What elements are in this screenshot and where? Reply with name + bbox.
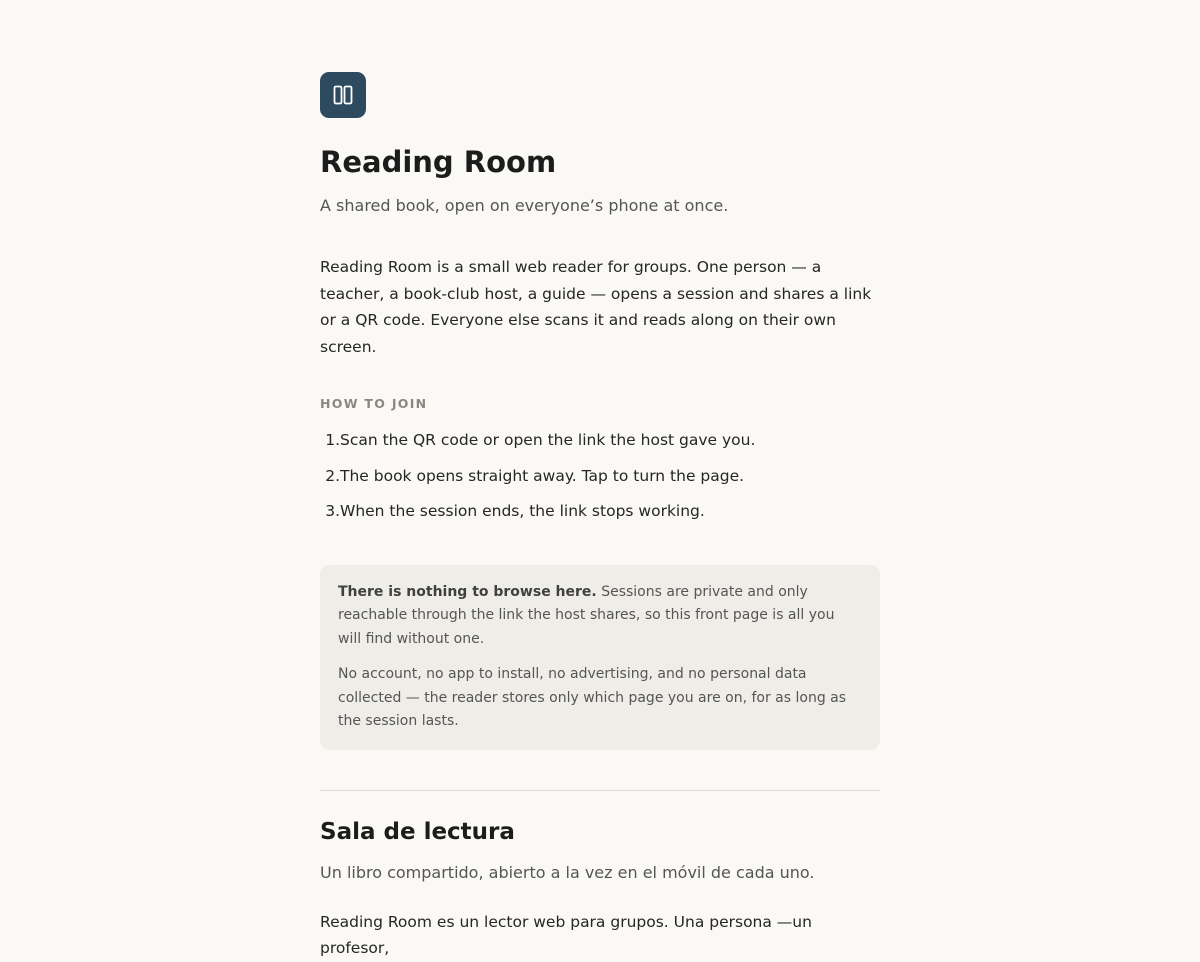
join-steps-list <box>320 428 880 535</box>
list-item <box>320 464 880 500</box>
intro-paragraph: Reading Room is a small web reader for groups. One person — a teacher, a book-club host, a guide — opens a session and shares a link or a QR code. Everyone else scans it and reads along on their own screen. <box>320 258 872 356</box>
step-text: Scan the QR code or open the link the host gave you. <box>340 431 756 449</box>
open-book-icon <box>332 84 354 106</box>
step-number: 2. <box>325 466 340 485</box>
section-divider <box>320 790 880 791</box>
page-title: Reading Room <box>320 145 557 179</box>
info-note <box>320 565 880 750</box>
how-to-join-heading: HOW TO JOIN <box>320 396 428 411</box>
step-text: When the session ends, the link stops working. <box>340 502 705 520</box>
note-privacy-paragraph: No account, no app to install, no advertising, and no personal data collected — the reader stores only which page you are on, for as long as the session lasts. <box>338 666 847 729</box>
page-subtitle: A shared book, open on everyone’s phone at once. <box>320 196 729 215</box>
page <box>320 0 880 962</box>
step-number: 1. <box>325 431 340 449</box>
spanish-intro-paragraph: Reading Room es un lector web para grupos. Una persona —un profesor, <box>320 912 812 957</box>
note-body: Sessions are private and only reachable through the link the host shares, so this front page is all you will find without one. <box>338 583 835 647</box>
step-text: The book opens straight away. Tap to turn the page. <box>340 466 745 485</box>
app-logo <box>320 72 366 118</box>
list-item <box>320 428 880 464</box>
spanish-subtitle: Un libro compartido, abierto a la vez en el móvil de cada uno. <box>320 862 815 882</box>
note-private-paragraph <box>338 581 862 652</box>
step-number: 3. <box>325 502 340 520</box>
list-item <box>320 499 880 535</box>
spanish-title: Sala de lectura <box>320 818 515 845</box>
note-lead: There is nothing to browse here. <box>338 583 597 600</box>
